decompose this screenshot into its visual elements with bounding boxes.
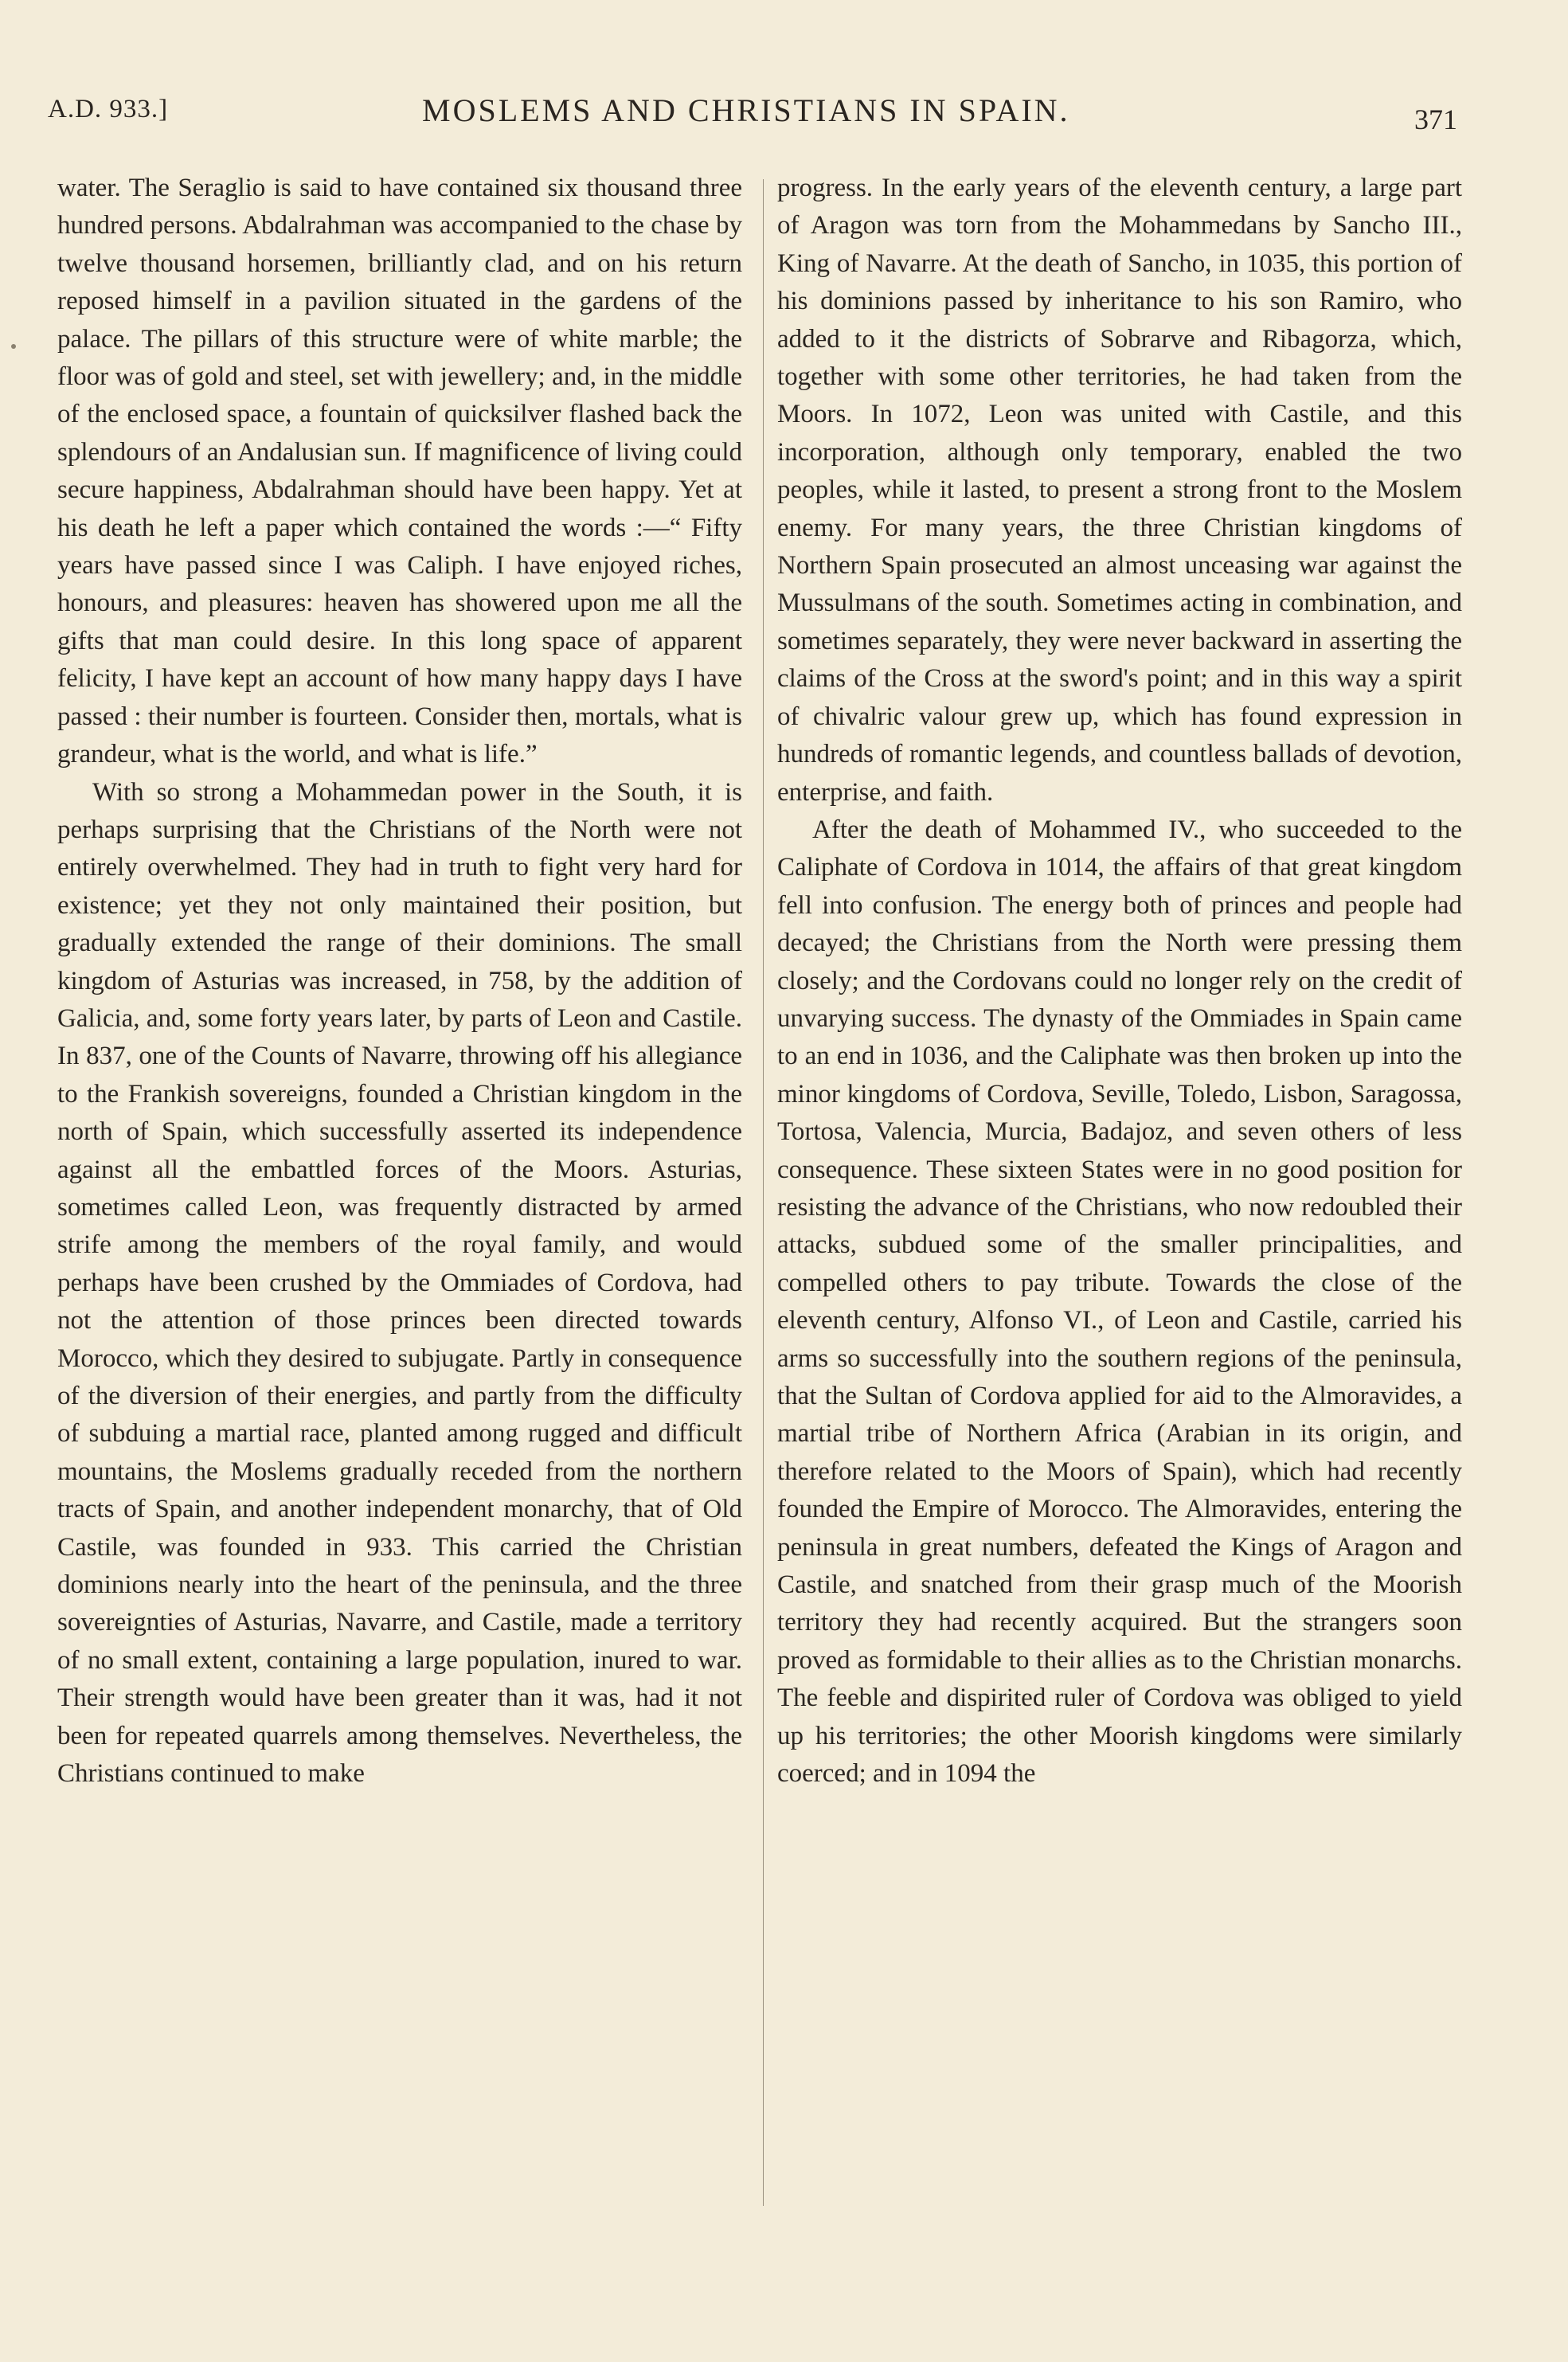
- right-paragraph-2: After the death of Mohammed IV., who succeeded to the Caliphate of Cordova in 1014, the affairs of that great kingdom fell into confusion. The energy both of princes and people had decayed; the Christians from the North were pressing them closely; and the Cordovans could no longer rely on the credit of unvarying success. The dynasty of the Ommiades in Spain came to an end in 1036, and the Caliphate was then broken up into the minor kingdoms of Cordova, Seville, Toledo, Lisbon, Saragossa, Tortosa, Valencia, Murcia, Badajoz, and seven others of less consequence. These sixteen States were in no good position for resisting the advance of the Christians, who now redoubled their attacks, subdued some of the smaller principalities, and compelled others to pay tribute. Towards the close of the eleventh century, Alfonso VI., of Leon and Castile, carried his arms so successfully into the southern regions of the peninsula, that the Sultan of Cordova applied for aid to the Almoravides, a martial tribe of Northern Africa (Arabian in its origin, and therefore related to the Moors of Spain), which had recently founded the Empire of Morocco. The Almoravides, entering the peninsula in great numbers, defeated the Kings of Aragon and Castile, and snatched from their grasp much of the Moorish territory they had recently acquired. But the strangers soon proved as formidable to their allies as to the Christian monarchs. The feeble and dispirited ruler of Cordova was obliged to yield up his territories; the other Moorish kingdoms were similarly coerced; and in 1094 the: [777, 815, 1462, 1789]
- running-head: [48, 92, 1457, 139]
- left-column: [57, 170, 742, 1793]
- right-paragraph-1: progress. In the early years of the eleventh century, a large part of Aragon was torn from the Mohammedans by Sancho III., King of Navarre. At the death of Sancho, in 1035, this portion of his dominions passed by inheritance to his son Ramiro, who added to it the districts of Sobrarve and Ribagorza, which, together with some other territories, he had taken from the Moors. In 1072, Leon was united with Castile, and this incorporation, although only temporary, enabled the two peoples, while it lasted, to present a strong front to the Moslem enemy. For many years, the three Christian kingdoms of Northern Spain prosecuted an almost unceasing war against the Mussulmans of the south. Sometimes acting in combination, and sometimes separately, they were never backward in asserting the claims of the Cross at the sword's point; and in this way a spirit of chivalric valour grew up, which has found expression in hundreds of romantic legends, and countless ballads of devotion, enterprise, and faith.: [777, 174, 1462, 807]
- header-title: MOSLEMS AND CHRISTIANS IN SPAIN.: [422, 92, 1070, 128]
- page-number: 371: [1414, 104, 1457, 135]
- column-divider: [763, 179, 764, 2206]
- header-date: A.D. 933.]: [48, 95, 169, 123]
- margin-dot: [11, 344, 16, 349]
- left-paragraph-1: water. The Seraglio is said to have contained six thousand three hundred persons. Abdalrahman was accompanied to the chase by twelve thousand horsemen, brilliantly clad, and on his return reposed himself in a pavilion situated in the gardens of the palace. The pillars of this structure were of white marble; the floor was of gold and steel, set with jewellery; and, in the middle of the enclosed space, a fountain of quicksilver flashed back the splendours of an Andalusian sun. If magnificence of living could secure happiness, Abdalrahman should have been happy. Yet at his death he left a paper which contained the words :—“ Fifty years have passed since I was Caliph. I have enjoyed riches, honours, and pleasures: heaven has showered upon me all the gifts that man could desire. In this long space of apparent felicity, I have kept an account of how many happy days I have passed : their number is fourteen. Consider then, mortals, what is grandeur, what is the world, and what is life.”: [57, 174, 742, 769]
- right-column: [777, 170, 1462, 1793]
- left-paragraph-2: With so strong a Mohammedan power in the South, it is perhaps surprising that the Christians of the North were not entirely overwhelmed. They had in truth to fight very hard for existence; yet they not only maintained their position, but gradually extended the range of their dominions. The small kingdom of Asturias was increased, in 758, by the addition of Galicia, and, some forty years later, by parts of Leon and Castile. In 837, one of the Counts of Navarre, throwing off his allegiance to the Frankish sovereigns, founded a Christian kingdom in the north of Spain, which successfully asserted its independence against all the embattled forces of the Moors. Asturias, sometimes called Leon, was frequently distracted by armed strife among the members of the royal family, and would perhaps have been crushed by the Ommiades of Cordova, had not the attention of those princes been directed towards Morocco, which they desired to subjugate. Partly in consequence of the diversion of their energies, and partly from the difficulty of subduing a martial race, planted among rugged and difficult mountains, the Moslems gradually receded from the northern tracts of Spain, and another independent monarchy, that of Old Castile, was founded in 933. This carried the Christian dominions nearly into the heart of the peninsula, and the three sovereignties of Asturias, Navarre, and Castile, made a territory of no small extent, containing a large population, inured to war. Their strength would have been greater than it was, had it not been for repeated quarrels among themselves. Nevertheless, the Christians continued to make: [57, 777, 742, 1789]
